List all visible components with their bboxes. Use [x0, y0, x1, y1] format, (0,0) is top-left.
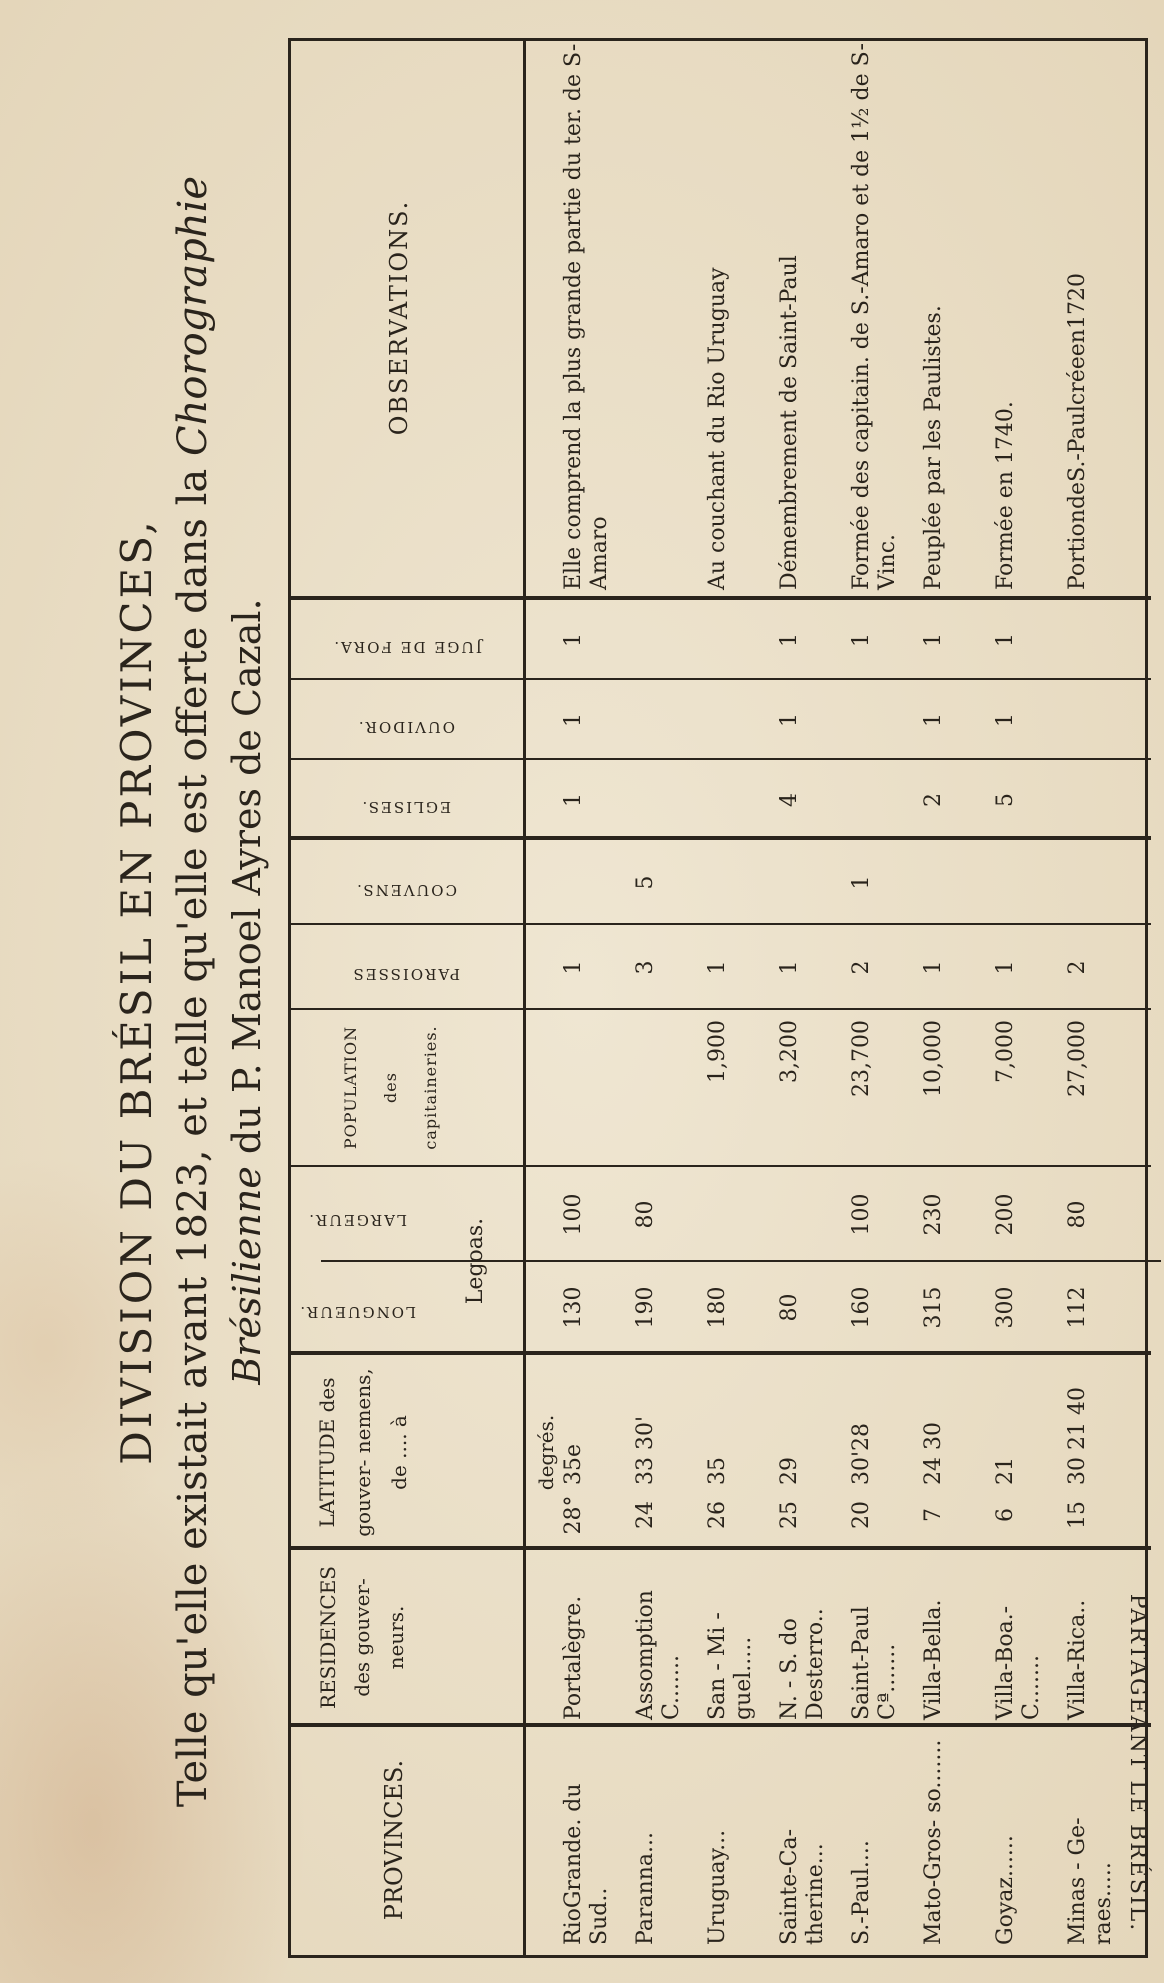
cell-couvens: 5 — [633, 875, 658, 890]
cell-ouvidor: 1 — [921, 713, 946, 727]
subtitle-italic-1: Chorographie — [170, 175, 216, 456]
cell-lat-to: 35 — [705, 1457, 730, 1485]
cell-lat-to: 35e — [561, 1443, 586, 1485]
cell-province: Paranna... — [633, 1832, 658, 1945]
cell-observation: PortiondeS.-Paulcréeen1720 — [1065, 273, 1090, 590]
subtitle-line-1 — [170, 0, 216, 1983]
cell-paroisses: 3 — [633, 960, 658, 975]
cell-longueur: 130 — [561, 1286, 586, 1329]
provinces-table — [288, 38, 1148, 1958]
col-rule — [291, 596, 1151, 600]
cell-population: 10,000 — [921, 1020, 946, 1097]
cell-lat-from: 7 — [921, 1508, 946, 1522]
cell-population: 23,700 — [849, 1020, 874, 1097]
cell-juge: 1 — [993, 633, 1018, 647]
cell-paroisses: 1 — [561, 960, 586, 975]
cell-paroisses: 2 — [1065, 960, 1090, 975]
header-residences: RESIDENCES des gouver- neurs. — [316, 1566, 408, 1709]
cell-lat-from: 20 — [849, 1501, 874, 1529]
cell-observation: Peuplée par les Paulistes. — [921, 305, 946, 590]
header-ouvidor: OUVIDOR. — [356, 718, 456, 736]
cell-lat-from: 15 — [1065, 1501, 1090, 1529]
cell-population: 27,000 — [1065, 1020, 1090, 1097]
cell-lat-to: 29 — [777, 1457, 802, 1485]
cell-residence: Saint-Paul Cª....... — [849, 1606, 900, 1720]
header-legoas: Legoas. — [463, 1217, 488, 1305]
cell-province: Mato-Gros- so....... — [921, 1739, 946, 1945]
cell-observation: Elle comprend la plus grande partie du ter. de S-Amaro — [561, 43, 612, 590]
cell-paroisses: 1 — [993, 960, 1018, 975]
cell-province: Minas - Ge- raes..... — [1065, 1817, 1116, 1945]
cell-population: 7,000 — [993, 1020, 1018, 1083]
header-largeur: LARGEUR. — [307, 1211, 407, 1229]
cell-juge: 1 — [849, 633, 874, 647]
cell-province: RioGrande. du Sud.. — [561, 1783, 612, 1945]
cell-lat-to: 30'28 — [849, 1422, 874, 1485]
cell-lat-to: 21 — [993, 1457, 1018, 1485]
cell-largeur: 100 — [849, 1193, 874, 1236]
cell-largeur: 100 — [561, 1193, 586, 1236]
subtitle-text-2: du P. Manoel Ayres de Cazal. — [225, 598, 269, 1155]
cell-largeur: 80 — [633, 1200, 658, 1229]
cell-couvens: 1 — [849, 875, 874, 890]
header-eglises: EGLISES. — [360, 798, 452, 816]
header-latitude: LATITUDE des gouver- nemens, de .... à — [315, 1368, 411, 1537]
cell-lat-to: 24 30 — [921, 1422, 946, 1485]
cell-population: 3,200 — [777, 1020, 802, 1083]
cell-lat-to: 33 30' — [633, 1415, 658, 1485]
header-provinces: PROVINCES. — [380, 1759, 408, 1921]
cell-lat-to: 30 21 40 — [1065, 1387, 1090, 1485]
cell-province: Goyaz...... — [993, 1835, 1018, 1945]
header-observations: OBSERVATIONS. — [385, 199, 413, 436]
cell-residence: N. - S. do Desterro.. — [777, 1608, 828, 1720]
subtitle-italic-2: Brésilienne — [225, 1166, 269, 1385]
cell-paroisses: 1 — [921, 960, 946, 975]
col-rule — [291, 1008, 1151, 1010]
cell-eglises: 1 — [561, 793, 586, 807]
header-couvens: COUVENS. — [355, 881, 457, 899]
cell-province: Uruguay... — [705, 1829, 730, 1945]
col-rule — [291, 836, 1151, 840]
cell-province: Sainte-Ca- therine... — [777, 1828, 828, 1945]
cell-juge: 1 — [921, 633, 946, 647]
cell-largeur: 80 — [1065, 1200, 1090, 1229]
cell-province: S.-Paul.... — [849, 1840, 874, 1945]
col-rule — [291, 1351, 1151, 1355]
col-rule — [291, 678, 1151, 680]
cell-paroisses: 1 — [777, 960, 802, 975]
col-rule — [291, 1723, 1151, 1727]
cell-ouvidor: 1 — [561, 713, 586, 727]
cell-longueur: 160 — [849, 1286, 874, 1329]
cell-juge: 1 — [777, 633, 802, 647]
cell-residence: Villa-Bella. — [921, 1599, 946, 1720]
cell-eglises: 2 — [921, 793, 946, 807]
col-rule — [321, 1260, 1161, 1262]
cell-paroisses: 2 — [849, 960, 874, 975]
cell-residence: Villa-Rica.. — [1065, 1599, 1090, 1720]
subtitle-line-2 — [225, 0, 269, 1983]
page-title: DIVISION DU BRÉSIL EN PROVINCES, — [112, 518, 161, 1465]
cell-residence: San - Mi - guel..... — [705, 1612, 756, 1720]
cell-observation: Formée en 1740. — [993, 401, 1018, 590]
col-rule — [291, 923, 1151, 925]
cell-residence: Villa-Boa.- C....... — [993, 1605, 1044, 1720]
col-rule — [291, 1546, 1151, 1550]
col-rule — [291, 758, 1151, 760]
cell-observation: Démembrement de Saint-Paul — [777, 255, 802, 590]
cell-longueur: 190 — [633, 1286, 658, 1329]
cell-juge: 1 — [561, 633, 586, 647]
cell-lat-from: 26 — [705, 1501, 730, 1529]
cell-longueur: 180 — [705, 1286, 730, 1329]
latitude-unit: degrés. — [534, 1414, 558, 1491]
cell-paroisses: 1 — [705, 960, 730, 975]
cell-lat-from: 24 — [633, 1501, 658, 1529]
cell-eglises: 5 — [993, 793, 1018, 807]
cell-largeur: 200 — [993, 1193, 1018, 1236]
cell-population: 1,900 — [705, 1020, 730, 1083]
header-population: POPULATION des capitaineries. — [341, 1025, 440, 1150]
cell-longueur: 315 — [921, 1286, 946, 1329]
header-rule — [523, 41, 526, 1955]
cell-largeur: 230 — [921, 1193, 946, 1236]
cell-ouvidor: 1 — [993, 713, 1018, 727]
cell-observation: Au couchant du Rio Uruguay — [705, 267, 730, 590]
cell-eglises: 4 — [777, 793, 802, 807]
running-head: PARTAGEANT LE BRÉSIL. — [1125, 1593, 1150, 1933]
header-longueur: LONGUEUR. — [298, 1303, 416, 1321]
cell-ouvidor: 1 — [777, 713, 802, 727]
cell-lat-from: 6 — [993, 1508, 1018, 1522]
subtitle-text-1: Telle qu'elle existait avant 1823, et telle qu'elle est offerte dans la — [170, 468, 216, 1808]
cell-longueur: 80 — [777, 1293, 802, 1322]
col-rule — [291, 1165, 1151, 1167]
cell-longueur: 300 — [993, 1286, 1018, 1329]
cell-lat-from: 25 — [777, 1501, 802, 1529]
header-juge: JUGE DE FORA. — [332, 638, 482, 656]
cell-observation: Formée des capitain. de S.-Amaro et de 1½ de S-Vinc. — [849, 43, 900, 590]
header-paroisses: PAROISSES — [351, 965, 461, 983]
cell-lat-from: 28° — [561, 1495, 586, 1535]
cell-residence: Assomption C....... — [633, 1590, 684, 1720]
cell-longueur: 112 — [1065, 1286, 1090, 1329]
cell-residence: Portalègre. — [561, 1595, 586, 1720]
